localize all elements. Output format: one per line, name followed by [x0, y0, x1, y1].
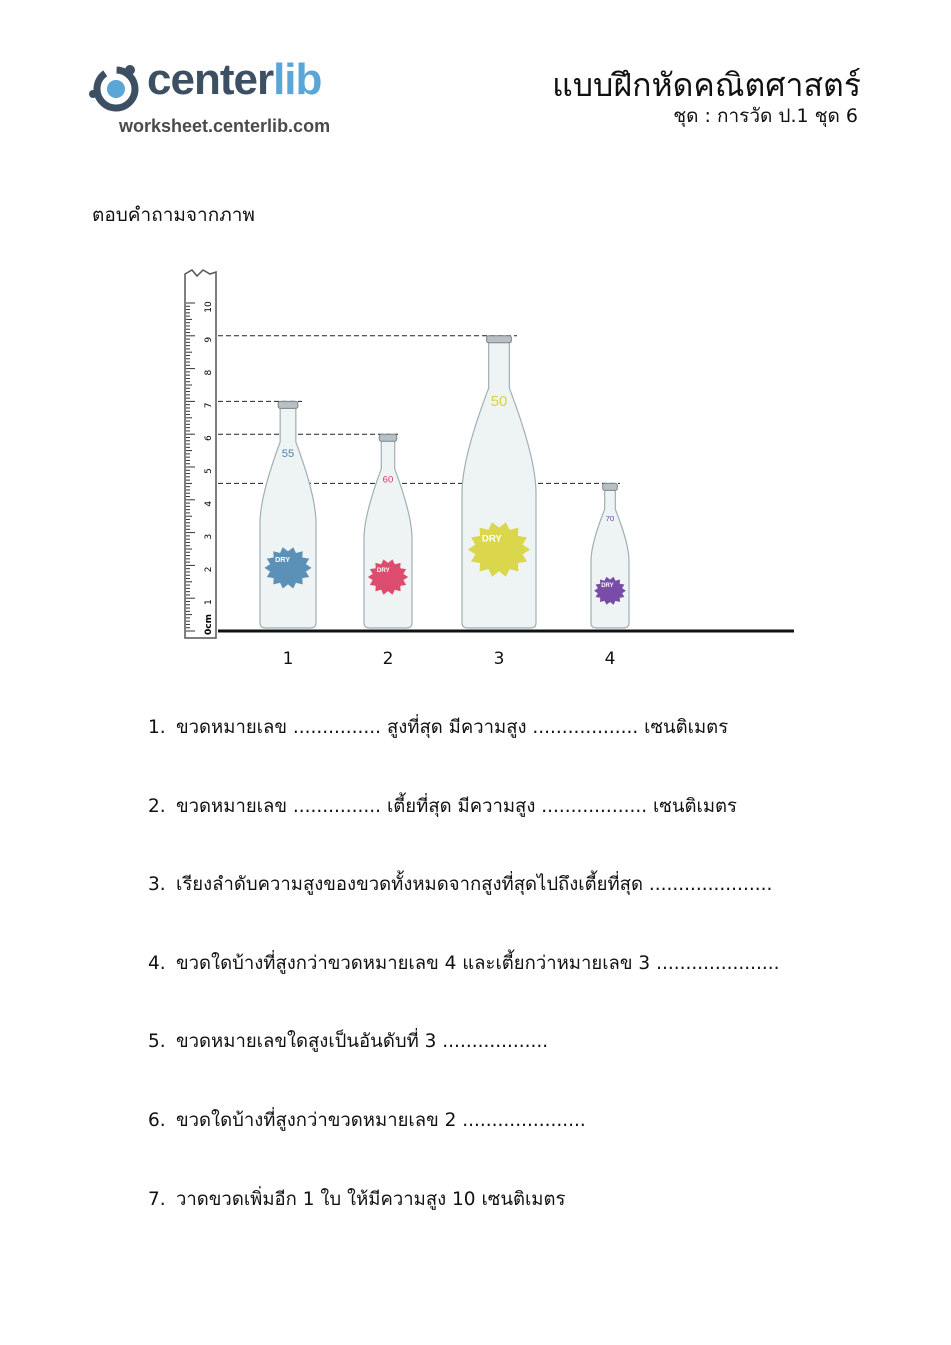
page-title: แบบฝึกหัดคณิตศาสตร์ [552, 66, 861, 104]
ruler-tick-label: 2 [204, 566, 214, 573]
bottle-cap [379, 434, 396, 441]
question-item: 3. เรียงลำดับความสูงของขวดทั้งหมดจากสูงที่สุดไปถึงเตี้ยที่สุด ..................... [148, 874, 773, 896]
bottle-glass [260, 407, 316, 628]
bottle-cap [603, 483, 618, 490]
ruler-tick-label: 4 [204, 500, 214, 507]
bottle-height-figure [180, 268, 800, 678]
question-item: 4. ขวดใดบ้างที่สูงกว่าขวดหมายเลข 4 และเตี้ยกว่าหมายเลข 3 ..................... [148, 952, 780, 974]
ruler-tick-label: 10 [204, 301, 214, 313]
bottle-2 [364, 434, 412, 628]
ruler-tick-label: 1 [204, 599, 214, 606]
bottle-label-number: 50 [490, 393, 508, 410]
question-item: 5. ขวดหมายเลขใดสูงเป็นอันดับที่ 3 .................. [148, 1031, 549, 1053]
bottle-glass [591, 489, 629, 628]
bottle-brand-text: DRY [275, 554, 291, 564]
bottle-4 [591, 483, 629, 628]
ruler-tick-label: 9 [204, 336, 214, 343]
bottle-number-label: 1 [282, 649, 294, 669]
logo-url: worksheet.centerlib.com [119, 116, 331, 136]
bottle-number-label: 4 [604, 649, 616, 669]
bottle-glass [462, 342, 536, 628]
question-item: 2. ขวดหมายเลข ............... เตี้ยที่สุด มีความสูง .................. เซนติเมตร [148, 795, 737, 817]
bottle-number-label: 2 [382, 649, 394, 669]
ruler-tick-label: 5 [204, 468, 214, 474]
bottle-label-number: 55 [281, 448, 295, 461]
bottle-cap [278, 401, 298, 408]
bottle-brand-text: DRY [376, 566, 390, 574]
bottle-number-label: 3 [493, 649, 505, 669]
logo-wordmark: centerlib [147, 55, 322, 104]
ruler-unit-label: 0cm [204, 614, 214, 635]
bottle-cap [487, 336, 512, 343]
ruler [185, 270, 216, 638]
bottle-brand-text: DRY [601, 582, 614, 589]
page-subtitle: ชุด : การวัด ป.1 ชุด 6 [673, 105, 858, 127]
bottle-1 [260, 401, 316, 628]
ruler-tick-label: 6 [204, 435, 214, 442]
bottle-3 [462, 336, 536, 628]
centerlib-logo [85, 52, 375, 147]
question-list [148, 713, 780, 1263]
bottle-label-number: 60 [382, 474, 394, 486]
ruler-tick-label: 7 [204, 402, 214, 409]
bottle-label-number: 70 [605, 513, 615, 523]
instruction-text: ตอบคำถามจากภาพ [92, 204, 255, 226]
question-item: 1. ขวดหมายเลข ............... สูงที่สุด มีความสูง .................. เซนติเมตร [148, 717, 729, 738]
question-item: 7. วาดขวดเพิ่มอีก 1 ใบ ให้มีความสูง 10 เซนติเมตร [148, 1188, 566, 1210]
question-item: 6. ขวดใดบ้างที่สูงกว่าขวดหมายเลข 2 ..................... [148, 1109, 586, 1131]
logo-mark-icon [85, 56, 147, 118]
ruler-tick-label: 8 [204, 369, 214, 376]
ruler-tick-label: 3 [204, 533, 214, 540]
bottle-brand-text: DRY [481, 533, 502, 545]
bottle-glass [364, 440, 412, 628]
